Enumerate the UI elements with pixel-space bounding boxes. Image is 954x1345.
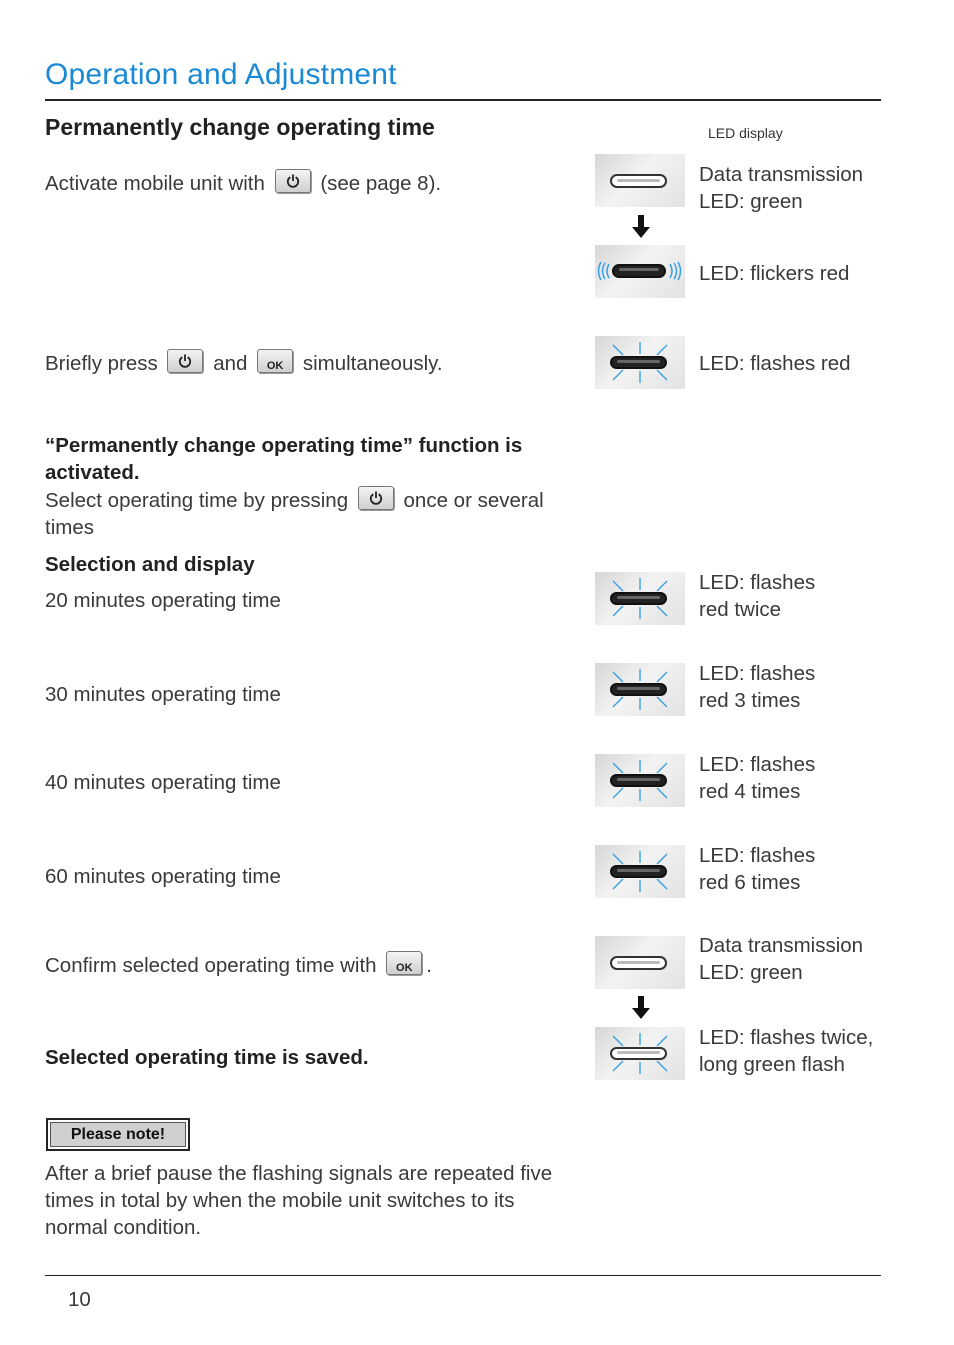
please-note-label — [46, 1118, 190, 1151]
page-title: Operation and Adjustment — [45, 58, 397, 91]
step-activate-text: Activate mobile unit with — [45, 172, 265, 195]
section-heading: Permanently change operating time — [45, 114, 435, 140]
saved-notice: Selected operating time is saved. — [45, 1046, 369, 1069]
power-key-icon — [167, 349, 203, 373]
led-three-line1: LED: flashes — [699, 662, 816, 685]
led-flashes-3-icon — [595, 663, 685, 716]
led-data-tx-line1: Data transmission — [699, 163, 864, 186]
power-key-icon — [275, 169, 311, 193]
led-twice-line2: red twice — [699, 598, 782, 621]
step-select-post: once or several times — [45, 489, 544, 539]
ok-key-label: OK — [396, 962, 413, 974]
step-brief-post: simultaneously. — [302, 352, 443, 375]
led-six-line2: red 6 times — [699, 871, 801, 894]
page-number: 10 — [68, 1288, 91, 1311]
ok-key-icon — [386, 951, 422, 975]
activated-notice: “Permanently change operating time” function is activated. — [45, 434, 523, 484]
step-confirm-text: Confirm selected operating time with — [45, 954, 377, 977]
step-activate-ref: (see page 8). — [320, 172, 442, 195]
led-data-tx-line2: LED: green — [699, 190, 803, 213]
selection-heading: Selection and display — [45, 553, 255, 576]
led-flickers-text: LED: flickers red — [699, 262, 850, 285]
led-six-line1: LED: flashes — [699, 844, 816, 867]
led-flashes-6-icon — [595, 845, 685, 898]
option-20min: 20 minutes operating time — [45, 589, 281, 612]
step-confirm — [45, 951, 432, 979]
led-four-line1: LED: flashes — [699, 753, 816, 776]
led-twice-line1: LED: flashes — [699, 571, 816, 594]
led-final-line2: long green flash — [699, 1053, 845, 1076]
header-rule — [45, 99, 881, 101]
step-brief-and: and — [213, 352, 248, 375]
step-activate — [45, 169, 441, 197]
ok-key-icon — [257, 349, 293, 373]
step-brief-press — [45, 349, 443, 377]
led-final-line1: LED: flashes twice, — [699, 1026, 874, 1049]
led-data-tx2-line2: LED: green — [699, 961, 803, 984]
led-data-transmission-icon — [595, 154, 685, 207]
led-flashes-icon — [595, 336, 685, 389]
ok-key-label: OK — [266, 360, 284, 372]
please-note-text: Please note! — [50, 1122, 186, 1147]
led-flashes-twice-icon — [595, 572, 685, 625]
power-key-icon — [358, 486, 394, 510]
led-data-tx2-line1: Data transmission — [699, 934, 864, 957]
step-brief-text: Briefly press — [45, 352, 158, 375]
led-flashes-green-icon — [595, 1027, 685, 1080]
led-display-label: LED display — [708, 125, 783, 141]
led-flashes-text: LED: flashes red — [699, 352, 851, 375]
led-data-transmission-icon-2 — [595, 936, 685, 989]
option-60min: 60 minutes operating time — [45, 865, 281, 888]
step-confirm-post: . — [426, 954, 432, 977]
step-select-text: Select operating time by pressing — [45, 489, 349, 512]
note-line-1: After a brief pause the flashing signals are repeated five — [45, 1162, 553, 1185]
led-three-line2: red 3 times — [699, 689, 801, 712]
note-line-2: times in total by when the mobile unit switches to its — [45, 1189, 515, 1212]
footer-rule — [45, 1275, 881, 1276]
led-flashes-4-icon — [595, 754, 685, 807]
led-flickers-icon — [595, 245, 685, 298]
arrow-down-icon — [631, 996, 651, 1020]
led-four-line2: red 4 times — [699, 780, 801, 803]
option-40min: 40 minutes operating time — [45, 771, 281, 794]
option-30min: 30 minutes operating time — [45, 683, 281, 706]
note-line-3: normal condition. — [45, 1216, 202, 1239]
step-select — [45, 486, 585, 541]
arrow-down-icon — [631, 215, 651, 239]
